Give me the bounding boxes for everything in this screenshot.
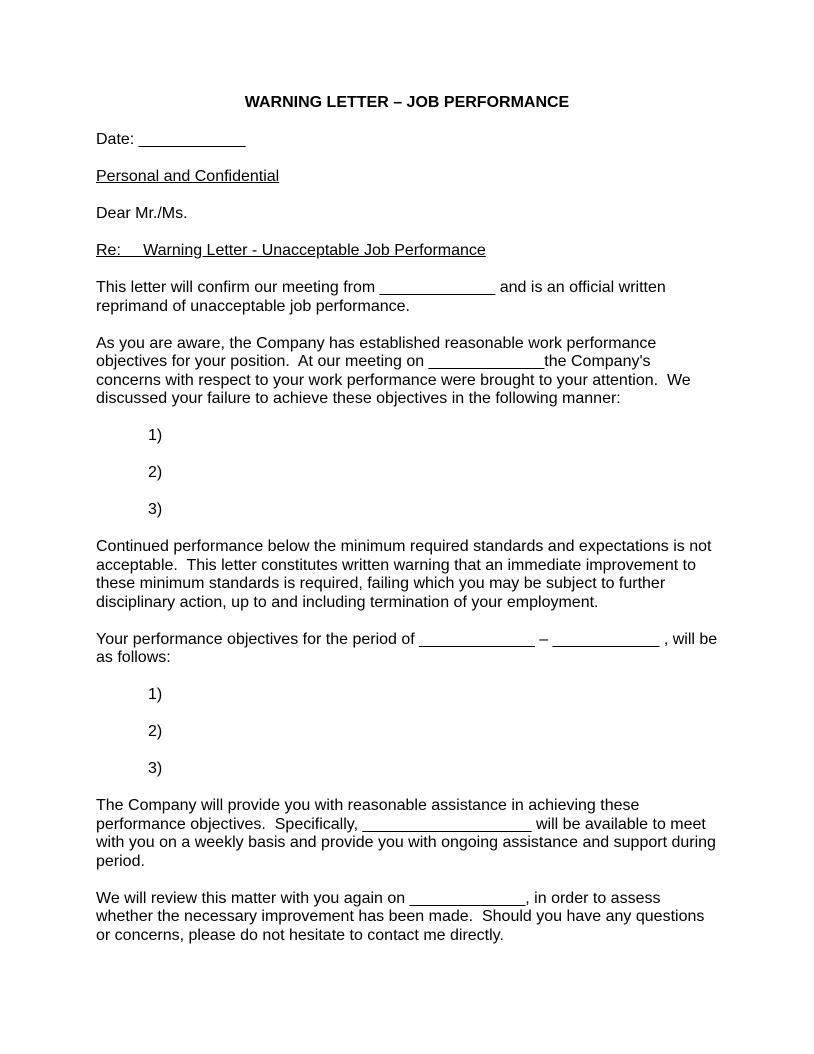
paragraph-performance-objectives: Your performance objectives for the period of _____________ – ____________ , will be as follows:: [96, 630, 722, 666]
paragraph-continued-performance: Continued performance below the minimum required standards and expectations is not acceptable. This letter constitutes written warning that an immediate improvement to these minimum standards is required, failing which you may be subject to further disciplinary action, up to and including termination of your employment.: [96, 538, 716, 611]
failure-list: [96, 427, 718, 520]
failure-list-item-3: 3): [148, 501, 163, 518]
failure-list-item-2: 2): [148, 464, 163, 481]
subject-line: Re: Warning Letter - Unacceptable Job Performance: [96, 242, 486, 259]
document-title: WARNING LETTER – JOB PERFORMANCE: [244, 94, 570, 111]
objectives-list: [96, 686, 718, 779]
objectives-list-item-3: 3): [148, 760, 163, 777]
failure-list-item-1: 1): [148, 427, 163, 444]
paragraph-performance-concerns: As you are aware, the Company has established reasonable work performance objectives for your position. At our meeting on _____________the Company's concerns with respect to your work performance were brought to your attention. We discussed your failure to achieve these objectives in the following manner:: [96, 334, 696, 407]
confidential-label: Personal and Confidential: [96, 168, 280, 185]
paragraph-company-assistance: The Company will provide you with reasonable assistance in achieving these performance objectives. Specifically, ___________________ will be available to meet with you on a weekly basis and provide you with ongoing assistance and support during period.: [96, 797, 721, 870]
date-line: Date: ____________: [96, 131, 246, 148]
paragraph-review-followup: We will review this matter with you again on _____________, in order to assess whether the necessary improvement has been made. Should you have any questions or concerns, please do not hesitate to contact me directly.: [96, 889, 709, 944]
paragraph-meeting-confirmation: This letter will confirm our meeting from _____________ and is an official written reprimand of unacceptable job performance.: [96, 279, 671, 315]
objectives-list-item-2: 2): [148, 723, 163, 740]
objectives-list-item-1: 1): [148, 686, 163, 703]
salutation: Dear Mr./Ms.: [96, 205, 188, 222]
